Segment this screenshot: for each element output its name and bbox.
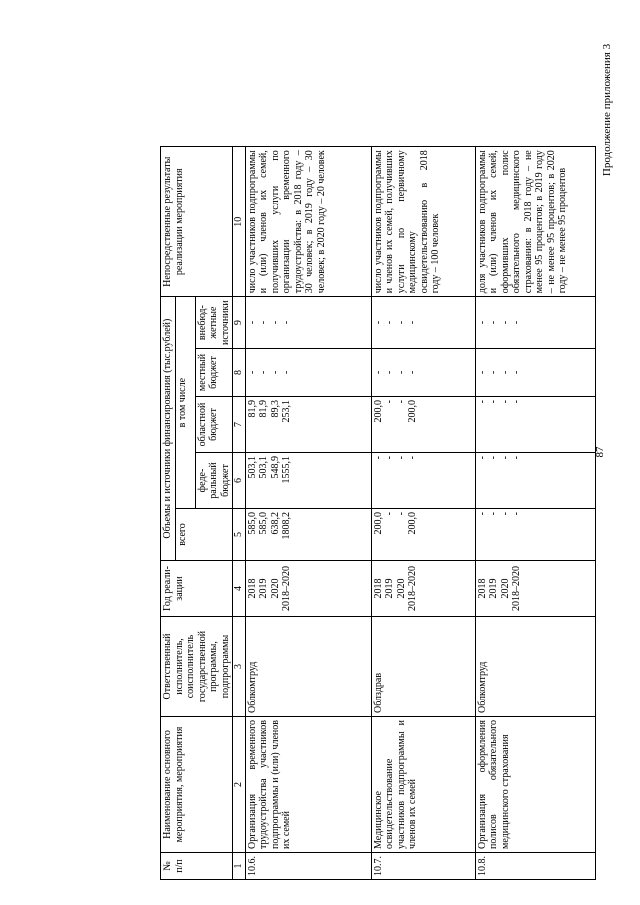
header-including: в том числе bbox=[175, 297, 195, 509]
federal-value: 1555,1 bbox=[281, 456, 292, 484]
local-value: - bbox=[258, 370, 269, 375]
table-row bbox=[245, 147, 371, 880]
result-cell: число участников подпрограммы и (или) членов их семей, получивших услуги по организации временного трудоустройства: в 2018 году – 30 человек; в 2019 году – 30 человек; в 2020 году – 20 человек bbox=[245, 147, 371, 297]
col-number: 1 bbox=[233, 853, 246, 880]
year-value: 2019 bbox=[258, 578, 269, 599]
local-value: - bbox=[246, 370, 258, 375]
regional-value: - bbox=[488, 400, 499, 404]
extrabudget-value: - bbox=[269, 320, 281, 325]
total-value: 585,0 bbox=[258, 512, 269, 535]
extrabudget-value: - bbox=[499, 320, 511, 325]
local-value: - bbox=[488, 370, 499, 375]
regional-value: 89,3 bbox=[269, 400, 281, 418]
header-result: Непосредственные результаты реализации мероприятия bbox=[161, 147, 233, 297]
rotated-table-container bbox=[160, 20, 580, 880]
result-cell: доля участников подпрограммы и (или) членов их семей, оформивших полис обязательного медицинского страхования: в 2018 году – не менее 95 процентов; в 2019 году – не менее 95 процентов; в 2020 году – не менее 95 процентов bbox=[475, 147, 595, 297]
header-name: Наименование основного мероприятия, мероприятия bbox=[161, 717, 233, 853]
responsible-executor: Облздрав bbox=[371, 617, 475, 717]
extrabudget-value: - bbox=[258, 320, 269, 325]
local-value: - bbox=[372, 370, 384, 375]
total-value: 200,0 bbox=[372, 512, 384, 535]
extrabudget-value: - bbox=[384, 320, 395, 325]
regional-value: - bbox=[384, 400, 395, 404]
col-number: 4 bbox=[233, 561, 246, 617]
local-value: - bbox=[384, 370, 395, 375]
measure-name: Организация временного трудоустройства участников подпрограммы и (или) членов их семей bbox=[245, 717, 371, 853]
header-row-1 bbox=[161, 147, 176, 880]
total-value: 1808,2 bbox=[281, 512, 292, 540]
local-value: - bbox=[511, 370, 522, 375]
regional-value: 81,9 bbox=[258, 400, 269, 418]
year-value: 2019 bbox=[488, 578, 499, 599]
header-total: всего bbox=[175, 509, 233, 561]
row-number: 10.6. bbox=[245, 853, 371, 880]
federal-cell bbox=[371, 453, 475, 509]
extrabudget-value: - bbox=[246, 320, 258, 325]
appendix-continuation-label: Продолжение приложения 3 bbox=[601, 43, 613, 177]
local-value: - bbox=[395, 370, 407, 375]
total-cell bbox=[245, 509, 371, 561]
federal-cell bbox=[475, 453, 595, 509]
extrabudget-cell bbox=[371, 297, 475, 349]
regional-value: 200,0 bbox=[407, 400, 418, 423]
local-value: - bbox=[269, 370, 281, 375]
federal-value: - bbox=[395, 456, 407, 460]
total-cell bbox=[371, 509, 475, 561]
regional-value: - bbox=[395, 400, 407, 404]
col-number: 6 bbox=[233, 453, 246, 509]
col-number: 2 bbox=[233, 717, 246, 853]
header-extrabudget: внебюд-жетные источники bbox=[195, 297, 233, 349]
local-cell bbox=[371, 349, 475, 397]
col-number: 10 bbox=[233, 147, 246, 297]
col-number: 5 bbox=[233, 509, 246, 561]
header-num: № п/п bbox=[161, 853, 233, 880]
regional-value: - bbox=[499, 400, 511, 404]
measure-name: Медицинское освидетельствование участников подпрограммы и членов их семей bbox=[371, 717, 475, 853]
federal-value: 503,1 bbox=[246, 456, 258, 479]
total-value: - bbox=[511, 512, 522, 516]
total-value: - bbox=[384, 512, 395, 516]
year-value: 2018 bbox=[372, 578, 384, 599]
years-cell bbox=[475, 561, 595, 617]
responsible-executor: Облкомтруд bbox=[245, 617, 371, 717]
year-value: 2020 bbox=[269, 578, 281, 599]
year-value: 2020 bbox=[499, 578, 511, 599]
local-value: - bbox=[499, 370, 511, 375]
local-value: - bbox=[476, 370, 488, 375]
regional-value: 81,9 bbox=[246, 400, 258, 418]
header-year: Год реали-зации bbox=[161, 561, 233, 617]
col-number: 7 bbox=[233, 397, 246, 453]
federal-value: 548,9 bbox=[269, 456, 281, 479]
extrabudget-cell bbox=[245, 297, 371, 349]
total-cell bbox=[475, 509, 595, 561]
extrabudget-value: - bbox=[407, 320, 418, 325]
federal-value: - bbox=[372, 456, 384, 460]
regional-cell bbox=[371, 397, 475, 453]
col-number: 8 bbox=[233, 349, 246, 397]
years-cell bbox=[371, 561, 475, 617]
year-value: 2018 bbox=[476, 578, 488, 599]
total-value: - bbox=[488, 512, 499, 516]
measure-name: Организация оформления полисов обязательного медицинского страхования bbox=[475, 717, 595, 853]
column-number-row bbox=[233, 147, 246, 880]
total-value: - bbox=[395, 512, 407, 516]
result-cell: число участников подпрограммы и членов их семей, получивших услуги по первичному медицинскому освидетельствованию в 2018 году – 100 человек bbox=[371, 147, 475, 297]
extrabudget-value: - bbox=[511, 320, 522, 325]
extrabudget-value: - bbox=[395, 320, 407, 325]
table-row bbox=[371, 147, 475, 880]
federal-value: - bbox=[499, 456, 511, 460]
extrabudget-value: - bbox=[281, 320, 292, 325]
header-regional: областной бюджет bbox=[195, 397, 233, 453]
regional-value: 200,0 bbox=[372, 400, 384, 423]
local-cell bbox=[245, 349, 371, 397]
federal-value: - bbox=[488, 456, 499, 460]
page-number: 87 bbox=[594, 446, 606, 458]
total-value: 638,2 bbox=[269, 512, 281, 535]
header-federal: феде-ральный бюджет bbox=[195, 453, 233, 509]
extrabudget-value: - bbox=[476, 320, 488, 325]
local-cell bbox=[475, 349, 595, 397]
total-value: 200,0 bbox=[407, 512, 418, 535]
federal-value: 503,1 bbox=[258, 456, 269, 479]
funding-table bbox=[160, 146, 596, 880]
federal-value: - bbox=[407, 456, 418, 460]
header-volumes: Объемы и источники финансирования (тыс.рублей) bbox=[161, 297, 176, 561]
row-number: 10.7. bbox=[371, 853, 475, 880]
year-value: 2018–2020 bbox=[281, 566, 292, 611]
total-value: 585,0 bbox=[246, 512, 258, 535]
col-number: 3 bbox=[233, 617, 246, 717]
header-responsible: Ответственный исполнитель, соисполнитель государственной программы, подпрограммы bbox=[161, 617, 233, 717]
federal-value: - bbox=[384, 456, 395, 460]
responsible-executor: Облкомтруд bbox=[475, 617, 595, 717]
federal-value: - bbox=[476, 456, 488, 460]
year-value: 2018 bbox=[246, 578, 258, 599]
table-row bbox=[475, 147, 595, 880]
federal-value: - bbox=[511, 456, 522, 460]
total-value: - bbox=[499, 512, 511, 516]
header-local: местный бюджет bbox=[195, 349, 233, 397]
extrabudget-value: - bbox=[488, 320, 499, 325]
local-value: - bbox=[407, 370, 418, 375]
total-value: - bbox=[476, 512, 488, 516]
year-value: 2020 bbox=[395, 578, 407, 599]
row-number: 10.8. bbox=[475, 853, 595, 880]
year-value: 2018–2020 bbox=[407, 566, 418, 611]
local-value: - bbox=[281, 370, 292, 375]
extrabudget-cell bbox=[475, 297, 595, 349]
regional-cell bbox=[475, 397, 595, 453]
regional-value: - bbox=[476, 400, 488, 404]
regional-value: - bbox=[511, 400, 522, 404]
col-number: 9 bbox=[233, 297, 246, 349]
regional-value: 253,1 bbox=[281, 400, 292, 423]
regional-cell bbox=[245, 397, 371, 453]
federal-cell bbox=[245, 453, 371, 509]
year-value: 2019 bbox=[384, 578, 395, 599]
years-cell bbox=[245, 561, 371, 617]
extrabudget-value: - bbox=[372, 320, 384, 325]
year-value: 2018–2020 bbox=[511, 566, 522, 611]
